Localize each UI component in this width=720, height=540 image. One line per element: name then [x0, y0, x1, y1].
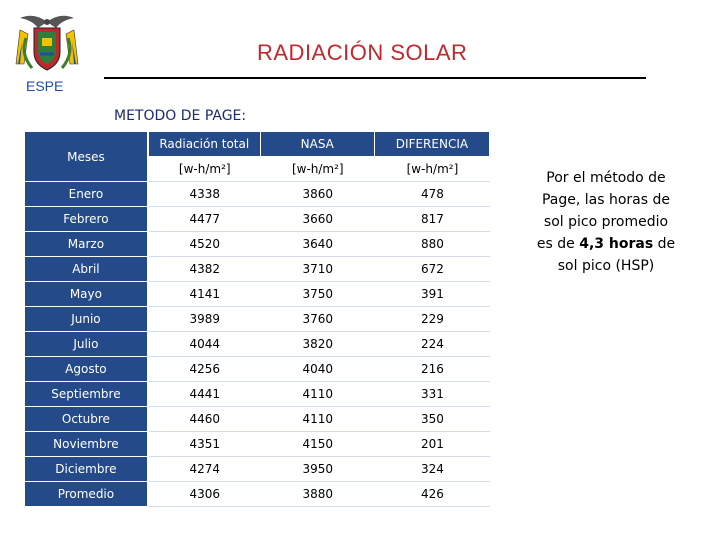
nasa-cell: 3760: [261, 307, 375, 332]
table-row: [25, 257, 490, 282]
radiacion-cell: 4044: [149, 332, 261, 357]
column-header-nasa: NASA: [261, 132, 375, 157]
month-cell: Promedio: [25, 482, 149, 507]
table-row: [25, 457, 490, 482]
nasa-cell: 3640: [261, 232, 375, 257]
table-row: [25, 482, 490, 507]
month-cell: Agosto: [25, 357, 149, 382]
month-cell: Mayo: [25, 282, 149, 307]
diferencia-cell: 229: [375, 307, 490, 332]
unit-label: [w-h/m²]: [149, 157, 261, 182]
title-divider: [104, 77, 646, 79]
radiacion-cell: 4441: [149, 382, 261, 407]
nasa-cell: 3950: [261, 457, 375, 482]
radiacion-cell: 4351: [149, 432, 261, 457]
radiacion-cell: 4382: [149, 257, 261, 282]
nasa-cell: 4040: [261, 357, 375, 382]
nasa-cell: 4150: [261, 432, 375, 457]
radiacion-cell: 4274: [149, 457, 261, 482]
table-row: [25, 382, 490, 407]
table-row: [25, 357, 490, 382]
radiacion-cell: 4338: [149, 182, 261, 207]
diferencia-cell: 391: [375, 282, 490, 307]
org-acronym: ESPE: [26, 78, 64, 94]
page-title: RADIACIÓN SOLAR: [257, 40, 468, 65]
column-header-radiacion: Radiación total: [149, 132, 261, 157]
column-header-diferencia: DIFERENCIA: [375, 132, 490, 157]
table-row: [25, 207, 490, 232]
diferencia-cell: 324: [375, 457, 490, 482]
diferencia-cell: 478: [375, 182, 490, 207]
diferencia-cell: 224: [375, 332, 490, 357]
table-row: [25, 182, 490, 207]
month-cell: Abril: [25, 257, 149, 282]
radiacion-cell: 4141: [149, 282, 261, 307]
radiacion-cell: 3989: [149, 307, 261, 332]
radiacion-cell: 4306: [149, 482, 261, 507]
note-text-end: de sol pico (HSP): [557, 236, 676, 274]
diferencia-cell: 331: [375, 382, 490, 407]
diferencia-cell: 426: [375, 482, 490, 507]
months-column-header: Meses: [25, 132, 149, 182]
radiacion-cell: 4477: [149, 207, 261, 232]
month-cell: Marzo: [25, 232, 149, 257]
radiacion-cell: 4520: [149, 232, 261, 257]
month-cell: Junio: [25, 307, 149, 332]
radiacion-cell: 4256: [149, 357, 261, 382]
month-cell: Octubre: [25, 407, 149, 432]
month-cell: Diciembre: [25, 457, 149, 482]
diferencia-cell: 216: [375, 357, 490, 382]
month-cell: Julio: [25, 332, 149, 357]
method-note: [536, 167, 676, 277]
nasa-cell: 3750: [261, 282, 375, 307]
diferencia-cell: 672: [375, 257, 490, 282]
diferencia-cell: 817: [375, 207, 490, 232]
table-row: [25, 282, 490, 307]
diferencia-cell: 201: [375, 432, 490, 457]
nasa-cell: 4110: [261, 407, 375, 432]
table-row: [25, 332, 490, 357]
unit-label: [w-h/m²]: [261, 157, 375, 182]
month-cell: Febrero: [25, 207, 149, 232]
diferencia-cell: 350: [375, 407, 490, 432]
coat-of-arms-icon: [10, 8, 84, 78]
radiacion-cell: 4460: [149, 407, 261, 432]
nasa-cell: 3710: [261, 257, 375, 282]
unit-label: [w-h/m²]: [375, 157, 490, 182]
nasa-cell: 3820: [261, 332, 375, 357]
diferencia-cell: 880: [375, 232, 490, 257]
section-subtitle: METODO DE PAGE:: [114, 108, 247, 124]
nasa-cell: 3860: [261, 182, 375, 207]
radiation-table: [25, 132, 490, 507]
table-row: [25, 307, 490, 332]
nasa-cell: 3660: [261, 207, 375, 232]
table-header-row: [25, 132, 490, 157]
note-text: Por el método de Page, las horas de sol pico promedio es de: [536, 170, 671, 252]
nasa-cell: 3880: [261, 482, 375, 507]
table-row: [25, 432, 490, 457]
table-row: [25, 407, 490, 432]
nasa-cell: 4110: [261, 382, 375, 407]
table-row: [25, 232, 490, 257]
note-highlight: 4,3 horas: [579, 236, 654, 252]
month-cell: Noviembre: [25, 432, 149, 457]
month-cell: Enero: [25, 182, 149, 207]
month-cell: Septiembre: [25, 382, 149, 407]
